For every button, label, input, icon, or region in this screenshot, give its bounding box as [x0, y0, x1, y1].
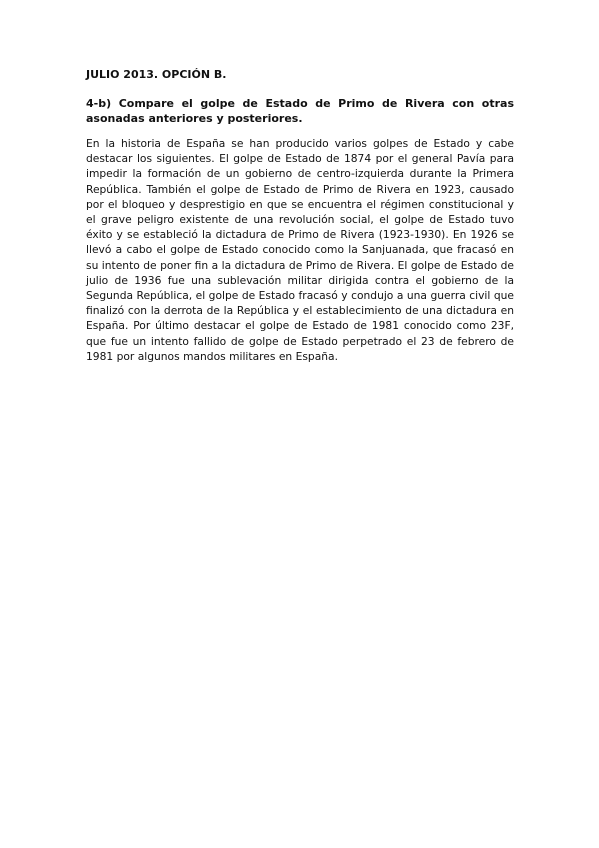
document-page — [86, 68, 514, 364]
answer-paragraph: En la historia de España se han producido varios golpes de Estado y cabe destacar los siguientes. El golpe de Estado de 1874 por el general Pavía para impedir la formación de un gobierno de centro-izquierda durante la Primera República. También el golpe de Estado de Primo de Rivera en 1923, causado por el bloqueo y desprestigio en que se encuentra el régimen constitucional y el grave peligro existente de una revolución social, el golpe de Estado tuvo éxito y se estableció la dictadura de Primo de Rivera (1923-1930). En 1926 se llevó a cabo el golpe de Estado conocido como la Sanjuanada, que fracasó en su intento de poner fin a la dictadura de Primo de Rivera. El golpe de Estado de julio de 1936 fue una sublevación militar dirigida contra el gobierno de la Segunda República, el golpe de Estado fracasó y condujo a una guerra civil que finalizó con la derrota de la República y el establecimiento de una dictadura en España. Por último destacar el golpe de Estado de 1981 conocido como 23F, que fue un intento fallido de golpe de Estado perpetrado el 23 de febrero de 1981 por algunos mandos militares en España. — [86, 137, 514, 363]
document-heading: JULIO 2013. OPCIÓN B. — [86, 68, 227, 81]
question-title: 4-b) Compare el golpe de Estado de Primo de Rivera con otras asonadas anteriores y posteriores. — [86, 97, 514, 125]
